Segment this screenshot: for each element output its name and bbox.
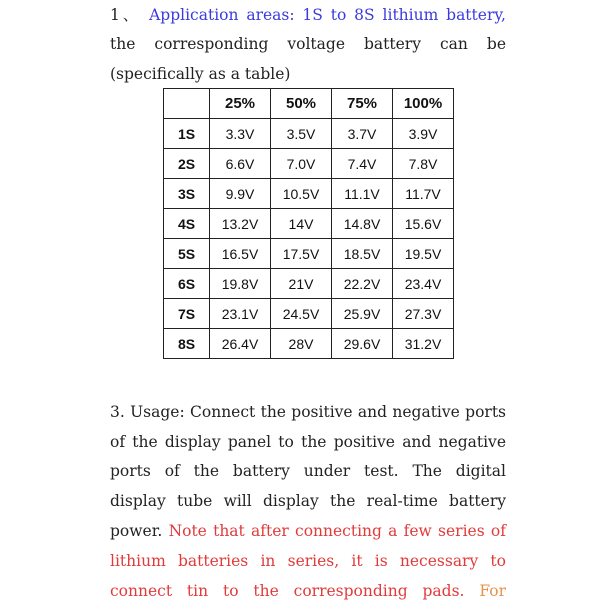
row-header: 5S: [164, 239, 210, 269]
section-number: 1、: [110, 6, 142, 24]
paragraph-line: [110, 521, 506, 541]
voltage-cell: 28V: [271, 329, 332, 359]
voltage-cell: 27.3V: [393, 299, 454, 329]
voltage-cell: 14V: [271, 209, 332, 239]
paragraph-line: 3. Usage: Connect the positive and negative ports: [110, 403, 506, 421]
voltage-cell: 22.2V: [332, 269, 393, 299]
paragraph-line: [110, 581, 506, 601]
voltage-cell: 7.4V: [332, 149, 393, 179]
paragraph-line: display tube will display the real-time battery: [110, 492, 506, 510]
paragraph-line: ports of the battery under test. The digital: [110, 462, 506, 480]
row-header: 8S: [164, 329, 210, 359]
table-header-row: [164, 89, 454, 119]
paragraph-line: the corresponding voltage battery can be: [110, 35, 506, 53]
voltage-cell: 24.5V: [271, 299, 332, 329]
voltage-cell: 3.5V: [271, 119, 332, 149]
voltage-cell: 15.6V: [393, 209, 454, 239]
table-row: [164, 149, 454, 179]
voltage-cell: 23.1V: [210, 299, 271, 329]
table-row: [164, 269, 454, 299]
column-header: 100%: [393, 89, 454, 119]
voltage-cell: 3.7V: [332, 119, 393, 149]
section1-heading-line: [110, 5, 506, 25]
voltage-cell: 16.5V: [210, 239, 271, 269]
warning-text: Note that after connecting a few series of: [168, 522, 506, 540]
voltage-cell: 25.9V: [332, 299, 393, 329]
voltage-cell: 14.8V: [332, 209, 393, 239]
warning-text: connect tin to the corresponding pads.: [110, 582, 465, 600]
paragraph-line: of the display panel to the positive and negative: [110, 433, 506, 451]
voltage-cell: 17.5V: [271, 239, 332, 269]
voltage-cell: 3.3V: [210, 119, 271, 149]
table-row: [164, 299, 454, 329]
warning-line: lithium batteries in series, it is necessary to: [110, 552, 506, 570]
table-row: [164, 179, 454, 209]
table-row: [164, 239, 454, 269]
voltage-cell: 11.7V: [393, 179, 454, 209]
voltage-cell: 21V: [271, 269, 332, 299]
row-header: 7S: [164, 299, 210, 329]
voltage-cell: 10.5V: [271, 179, 332, 209]
table-corner-cell: [164, 89, 210, 119]
voltage-cell: 7.8V: [393, 149, 454, 179]
voltage-table: [163, 88, 454, 359]
voltage-cell: 23.4V: [393, 269, 454, 299]
voltage-cell: 3.9V: [393, 119, 454, 149]
voltage-cell: 6.6V: [210, 149, 271, 179]
row-header: 1S: [164, 119, 210, 149]
voltage-cell: 31.2V: [393, 329, 454, 359]
voltage-cell: 13.2V: [210, 209, 271, 239]
text: For: [479, 582, 506, 600]
voltage-cell: 26.4V: [210, 329, 271, 359]
table-row: [164, 119, 454, 149]
paragraph-line: (specifically as a table): [110, 65, 291, 83]
table-row: [164, 209, 454, 239]
table-row: [164, 329, 454, 359]
voltage-cell: 19.5V: [393, 239, 454, 269]
row-header: 2S: [164, 149, 210, 179]
voltage-cell: 19.8V: [210, 269, 271, 299]
voltage-cell: 7.0V: [271, 149, 332, 179]
row-header: 6S: [164, 269, 210, 299]
row-header: 4S: [164, 209, 210, 239]
voltage-cell: 9.9V: [210, 179, 271, 209]
voltage-cell: 29.6V: [332, 329, 393, 359]
voltage-cell: 18.5V: [332, 239, 393, 269]
column-header: 25%: [210, 89, 271, 119]
row-header: 3S: [164, 179, 210, 209]
column-header: 50%: [271, 89, 332, 119]
text: power.: [110, 522, 163, 540]
section-heading: Application areas: 1S to 8S lithium battery,: [149, 6, 506, 24]
voltage-cell: 11.1V: [332, 179, 393, 209]
column-header: 75%: [332, 89, 393, 119]
